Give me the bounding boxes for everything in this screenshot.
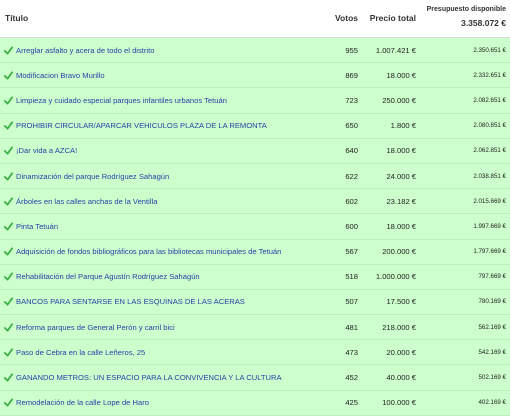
- row-title-cell: [0, 222, 320, 231]
- budget-total: 3.358.072 €: [461, 18, 506, 28]
- checkmark-icon: [4, 373, 13, 382]
- checkmark-icon: [4, 197, 13, 206]
- table-row: [0, 290, 510, 315]
- votes-cell: 640: [345, 146, 358, 156]
- table-row: [0, 139, 510, 164]
- checkmark-icon: [4, 172, 13, 181]
- remaining-budget-cell: 2.080.851 €: [473, 122, 506, 130]
- checkmark-icon: [4, 46, 13, 55]
- checkmark-icon: [4, 272, 13, 281]
- column-header-budget: [416, 0, 510, 37]
- project-title-link[interactable]: Reforma parques de General Perón y carril bici: [16, 322, 175, 332]
- votes-cell: 473: [345, 347, 358, 357]
- remaining-budget-cell: 562.169 €: [478, 323, 506, 331]
- votes-cell: 602: [345, 196, 358, 206]
- checkmark-icon: [4, 71, 13, 80]
- remaining-budget-cell: 502.169 €: [478, 374, 506, 382]
- price-cell: 18.000 €: [386, 221, 416, 231]
- checkmark-icon: [4, 96, 13, 105]
- row-title-cell: [0, 247, 320, 256]
- row-title-cell: [0, 272, 320, 281]
- table-row: [0, 240, 510, 265]
- table-row: [0, 340, 510, 365]
- remaining-budget-cell: 1.797.669 €: [473, 248, 506, 256]
- votes-cell: 955: [345, 45, 358, 55]
- price-cell: 24.000 €: [386, 171, 416, 181]
- price-cell: 18.000 €: [386, 146, 416, 156]
- project-title-link[interactable]: Limpieza y cuidado especial parques infantiles urbanos Tetuán: [16, 95, 227, 105]
- price-cell: 200.000 €: [382, 247, 416, 257]
- price-cell: 17.500 €: [386, 297, 416, 307]
- row-title-cell: [0, 297, 320, 306]
- project-title-link[interactable]: Pinta Tetuán: [16, 221, 59, 231]
- table-row: [0, 391, 510, 416]
- price-cell: 1.007.421 €: [375, 45, 416, 55]
- votes-cell: 622: [345, 171, 358, 181]
- checkmark-icon: [4, 297, 13, 306]
- table-row: [0, 365, 510, 390]
- project-title-link[interactable]: Modificacion Bravo Murillo: [16, 70, 105, 80]
- row-title-cell: [0, 197, 320, 206]
- table-body: [0, 38, 510, 416]
- price-cell: 100.000 €: [382, 398, 416, 408]
- project-title-link[interactable]: Árboles en las calles anchas de la Ventilla: [16, 196, 158, 206]
- checkmark-icon: [4, 222, 13, 231]
- votes-cell: 869: [345, 70, 358, 80]
- project-title-link[interactable]: Rehabilitación del Parque Agustín Rodríguez Sahagún: [16, 272, 200, 282]
- row-title-cell: [0, 398, 320, 407]
- votes-cell: 567: [345, 247, 358, 257]
- price-cell: 250.000 €: [382, 95, 416, 105]
- column-header-title[interactable]: Título: [5, 13, 29, 23]
- project-title-link[interactable]: Adquisición de fondos bibliográficos para las bibliotecas municipales de Tetuán: [16, 247, 282, 257]
- row-title-cell: [0, 96, 320, 105]
- row-title-cell: [0, 46, 320, 55]
- column-header-votes[interactable]: Votos: [335, 13, 358, 23]
- table-row: [0, 114, 510, 139]
- project-title-link[interactable]: GANANDO METROS: UN ESPACIO PARA LA CONVIVENCIA Y LA CULTURA: [16, 373, 282, 383]
- table-row: [0, 189, 510, 214]
- row-title-cell: [0, 146, 320, 155]
- table-header: [0, 0, 510, 38]
- column-header-price[interactable]: Precio total: [369, 13, 416, 23]
- votes-cell: 600: [345, 221, 358, 231]
- votes-cell: 723: [345, 95, 358, 105]
- row-title-cell: [0, 172, 320, 181]
- price-cell: 23.182 €: [386, 196, 416, 206]
- row-title-cell: [0, 348, 320, 357]
- remaining-budget-cell: 2.082.651 €: [473, 96, 506, 104]
- table-row: [0, 88, 510, 113]
- checkmark-icon: [4, 247, 13, 256]
- project-title-link[interactable]: PROHIBIR CIRCULAR/APARCAR VEHICULOS PLAZA DE LA REMONTA: [16, 121, 267, 131]
- row-title-cell: [0, 121, 320, 130]
- remaining-budget-cell: 797.669 €: [478, 273, 506, 281]
- remaining-budget-cell: 2.015.669 €: [473, 197, 506, 205]
- votes-cell: 518: [345, 272, 358, 282]
- votes-cell: 452: [345, 373, 358, 383]
- table-row: [0, 214, 510, 239]
- table-row: [0, 164, 510, 189]
- budget-label: Presupuesto disponible: [426, 6, 506, 13]
- project-title-link[interactable]: Dinamización del parque Rodríguez Sahagún: [16, 171, 170, 181]
- checkmark-icon: [4, 348, 13, 357]
- row-title-cell: [0, 71, 320, 80]
- votes-cell: 650: [345, 121, 358, 131]
- project-title-link[interactable]: Remodelación de la calle Lope de Haro: [16, 398, 149, 408]
- price-cell: 20.000 €: [386, 347, 416, 357]
- remaining-budget-cell: 2.038.851 €: [473, 172, 506, 180]
- price-cell: 1.800 €: [390, 121, 416, 131]
- price-cell: 218.000 €: [382, 322, 416, 332]
- table-row: [0, 38, 510, 63]
- project-title-link[interactable]: Paso de Cebra en la calle Leñeros, 25: [16, 347, 146, 357]
- price-cell: 1.000.000 €: [375, 272, 416, 282]
- table-row: [0, 63, 510, 88]
- votes-cell: 481: [345, 322, 358, 332]
- remaining-budget-cell: 2.062.851 €: [473, 147, 506, 155]
- votes-cell: 425: [345, 398, 358, 408]
- project-title-link[interactable]: ¡Dar vida a AZCA!: [16, 146, 78, 156]
- remaining-budget-cell: 1.997.669 €: [473, 222, 506, 230]
- project-title-link[interactable]: BANCOS PARA SENTARSE EN LAS ESQUINAS DE LAS ACERAS: [16, 297, 245, 307]
- row-title-cell: [0, 373, 320, 382]
- checkmark-icon: [4, 323, 13, 332]
- remaining-budget-cell: 2.332.651 €: [473, 71, 506, 79]
- remaining-budget-cell: 542.169 €: [478, 348, 506, 356]
- remaining-budget-cell: 402.169 €: [478, 399, 506, 407]
- checkmark-icon: [4, 146, 13, 155]
- table-row: [0, 315, 510, 340]
- checkmark-icon: [4, 121, 13, 130]
- price-cell: 40.000 €: [386, 373, 416, 383]
- row-title-cell: [0, 323, 320, 332]
- checkmark-icon: [4, 398, 13, 407]
- remaining-budget-cell: 780.169 €: [478, 298, 506, 306]
- table-row: [0, 265, 510, 290]
- remaining-budget-cell: 2.350.651 €: [473, 46, 506, 54]
- price-cell: 18.000 €: [386, 70, 416, 80]
- project-title-link[interactable]: Arreglar asfalto y acera de todo el distrito: [16, 45, 155, 55]
- votes-cell: 507: [345, 297, 358, 307]
